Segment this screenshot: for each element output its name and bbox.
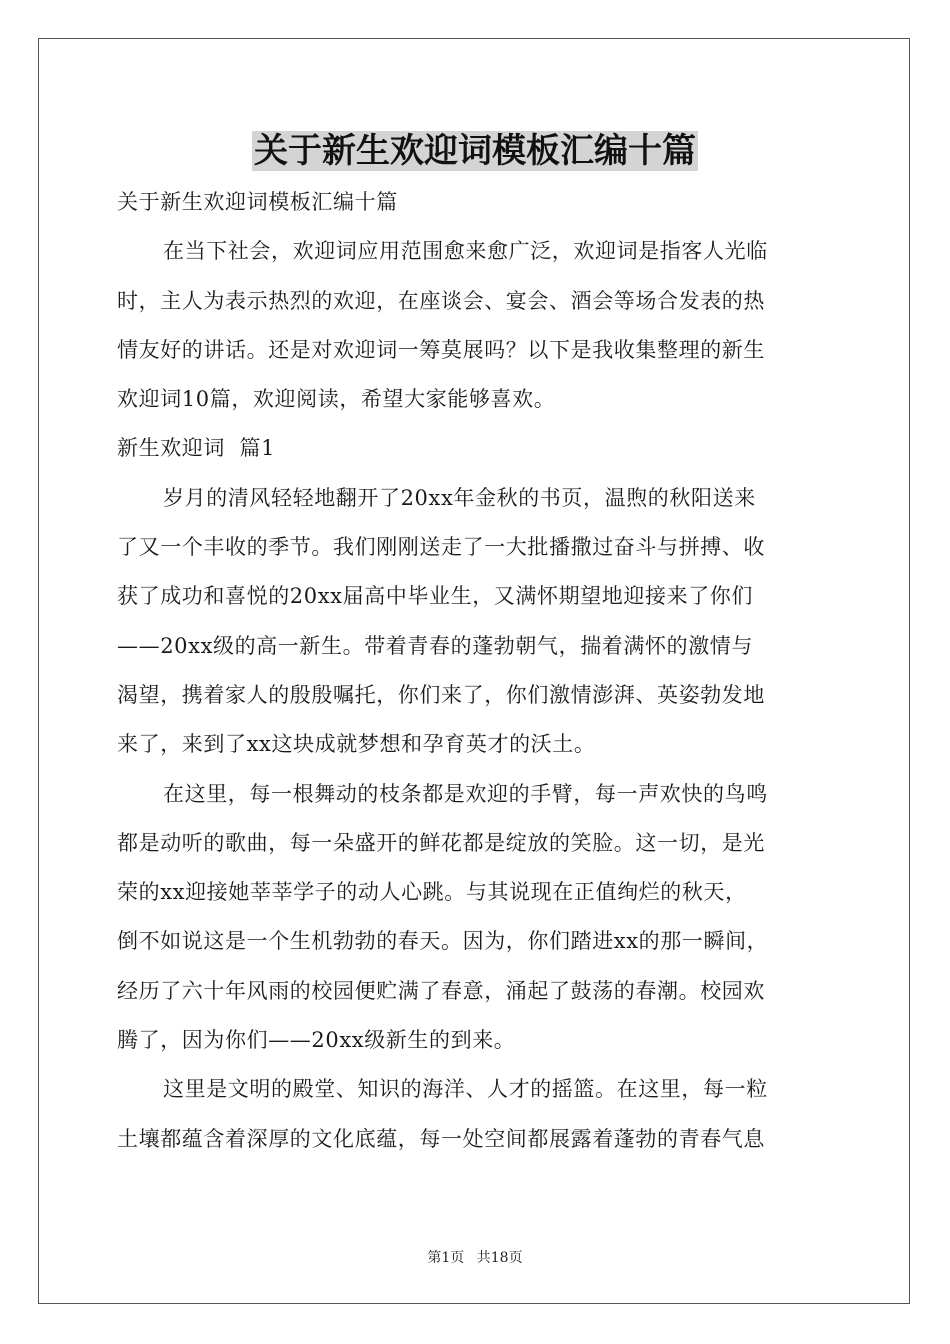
paragraph-line: 了又一个丰收的季节。我们刚刚送走了一大批播撒过奋斗与拼搏、收 xyxy=(117,535,765,560)
document-body xyxy=(117,178,835,1164)
paragraph-line: 荣的xx迎接她莘莘学子的动人心跳。与其说现在正值绚烂的秋天， xyxy=(117,880,747,905)
intro-line: 在当下社会，欢迎词应用范围愈来愈广泛，欢迎词是指客人光临 xyxy=(163,239,768,264)
paragraph-line: 都是动听的歌曲，每一朵盛开的鲜花都是绽放的笑脸。这一切，是光 xyxy=(117,830,765,855)
intro-line: 时，主人为表示热烈的欢迎，在座谈会、宴会、酒会等场合发表的热 xyxy=(117,288,765,313)
intro-line: 情友好的讲话。还是对欢迎词一筹莫展吗？以下是我收集整理的新生 xyxy=(117,337,765,362)
paragraph-line: 在这里，每一根舞动的枝条都是欢迎的手臂，每一声欢快的鸟鸣 xyxy=(163,781,768,806)
page-footer xyxy=(0,1247,950,1267)
paragraph-line: 获了成功和喜悦的20xx届高中毕业生，又满怀期望地迎接来了你们 xyxy=(117,584,754,609)
paragraph-line: 土壤都蕴含着深厚的文化底蕴，每一处空间都展露着蓬勃的青春气息 xyxy=(117,1126,765,1151)
section-heading: 新生欢迎词 篇1 xyxy=(117,436,276,461)
document-title: 关于新生欢迎词模板汇编十篇 xyxy=(254,131,696,171)
page-total: 共18页 xyxy=(476,1250,523,1266)
paragraph-line: 腾了，因为你们——20xx级新生的到来。 xyxy=(117,1028,516,1053)
paragraph-line: 倒不如说这是一个生机勃勃的春天。因为，你们踏进xx的那一瞬间， xyxy=(117,929,769,954)
paragraph-line: ——20xx级的高一新生。带着青春的蓬勃朝气，揣着满怀的激情与 xyxy=(117,633,754,658)
paragraph-line: 岁月的清风轻轻地翻开了20xx年金秋的书页，温煦的秋阳送来 xyxy=(163,485,756,510)
paragraph-line: 渴望，携着家人的殷殷嘱托，你们来了，你们激情澎湃、英姿勃发地 xyxy=(117,682,765,707)
paragraph-line: 来了，来到了xx这块成就梦想和孕育英才的沃土。 xyxy=(117,732,596,757)
intro-line: 欢迎词10篇，欢迎阅读，希望大家能够喜欢。 xyxy=(117,387,556,412)
page-number: 第1页 xyxy=(427,1250,465,1266)
paragraph-line: 经历了六十年风雨的校园便贮满了春意，涌起了鼓荡的春潮。校园欢 xyxy=(117,978,765,1003)
document-subtitle: 关于新生欢迎词模板汇编十篇 xyxy=(117,190,398,214)
paragraph-line: 这里是文明的殿堂、知识的海洋、人才的摇篮。在这里，每一粒 xyxy=(163,1077,768,1102)
